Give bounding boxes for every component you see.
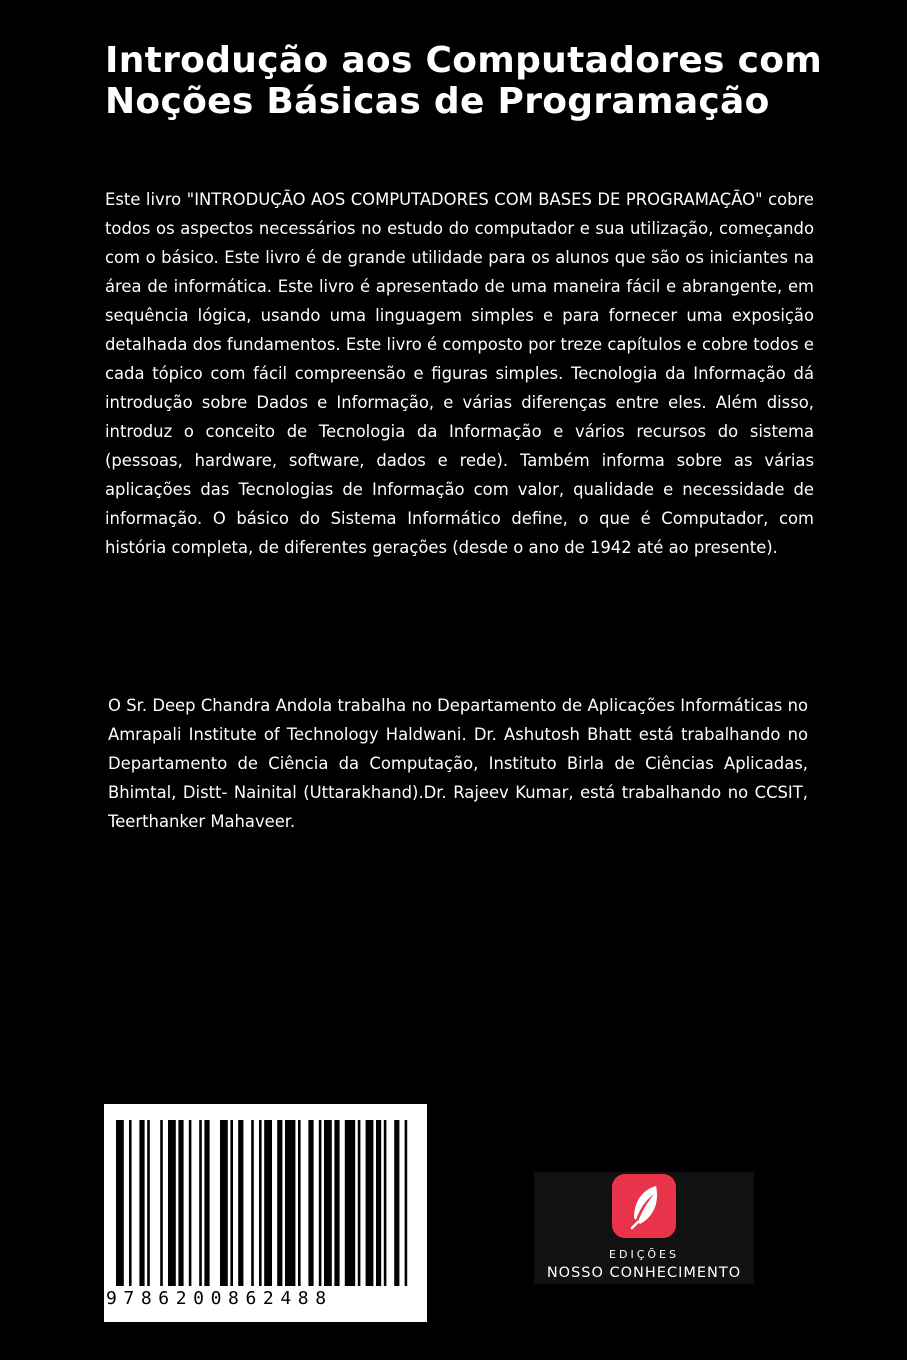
publisher-logo <box>534 1172 754 1284</box>
feather-icon <box>612 1174 676 1238</box>
book-title: Introdução aos Computadores com Noções Básicas de Programação <box>105 40 823 122</box>
isbn-number: 9786200862488 <box>106 1288 333 1309</box>
publisher-name: NOSSO CONHECIMENTO <box>546 1265 742 1281</box>
barcode-bars <box>104 1104 427 1290</box>
barcode <box>104 1104 427 1322</box>
author-bio: O Sr. Deep Chandra Andola trabalha no Departamento de Aplicações Informáticas no Amrapali Institute of Technology Haldwani. Dr. Ashutosh Bhatt está trabalhando no Departamento de Ciência da Computação, Instituto Birla de Ciências Aplicadas, Bhimtal, Distt- Nainital (Uttarakhand).Dr. Rajeev Kumar, está trabalhando no CCSIT, Teerthanker Mahaveer. <box>108 696 808 831</box>
book-description: Este livro "INTRODUÇÃO AOS COMPUTADORES COM BASES DE PROGRAMAÇÃO" cobre todos os aspectos necessários no estudo do computador e sua utilização, começando com o básico. Este livro é de grande utilidade para os alunos que são os iniciantes na área de informática. Este livro é apresentado de uma maneira fácil e abrangente, em sequência lógica, usando uma linguagem simples e para fornecer uma exposição detalhada dos fundamentos. Este livro é composto por treze capítulos e cobre todos e cada tópico com fácil compreensão e figuras simples. Tecnologia da Informação dá introdução sobre Dados e Informação, e várias diferenças entre eles. Além disso, introduz o conceito de Tecnologia da Informação e vários recursos do sistema (pessoas, hardware, software, dados e rede). Também informa sobre as várias aplicações das Tecnologias de Informação com valor, qualidade e necessidade de informação. O básico do Sistema Informático define, o que é Computador, com história completa, de diferentes gerações (desde o ano de 1942 até ao presente). <box>105 190 814 557</box>
publisher-subtitle: EDIÇÕES <box>609 1248 679 1261</box>
